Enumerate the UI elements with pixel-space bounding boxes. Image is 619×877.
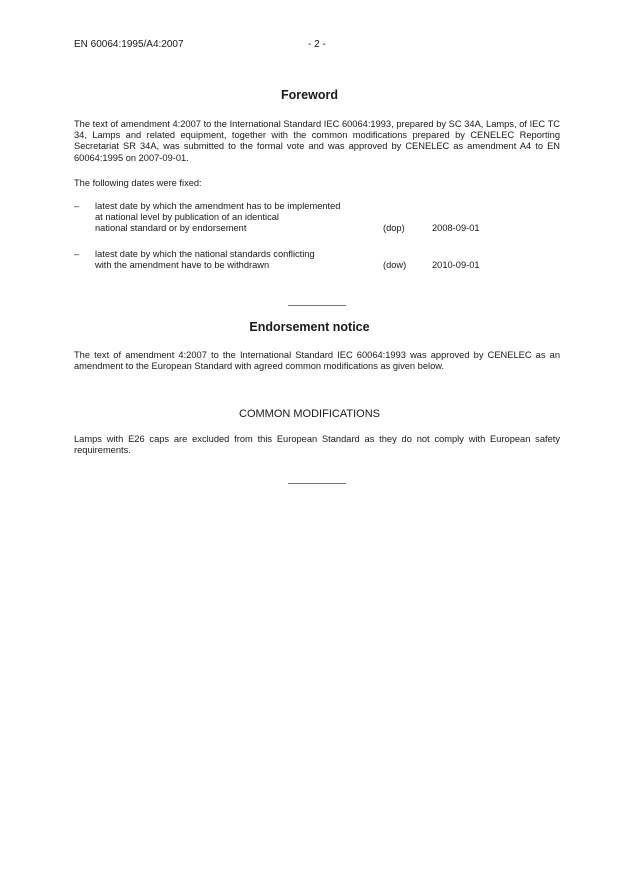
- date-entry-dop: [74, 201, 560, 235]
- date-entry-line: national standard or by endorsement: [95, 223, 247, 234]
- foreword-title: Foreword: [281, 88, 338, 102]
- section-divider: [288, 483, 346, 484]
- document-id: EN 60064:1995/A4:2007: [74, 39, 184, 50]
- date-entry-dow: [74, 249, 560, 272]
- date-code: (dow): [383, 260, 407, 271]
- date-entry-line: latest date by which the national standards conflicting: [95, 249, 315, 259]
- endorsement-paragraph: The text of amendment 4:2007 to the International Standard IEC 60064:1993 was approved by CENELEC as an amendment to the European Standard with agreed common modifications as given below.: [74, 350, 560, 372]
- date-entry-text: [95, 249, 385, 271]
- date-value: 2010-09-01: [432, 260, 480, 271]
- dash-bullet: –: [74, 201, 80, 211]
- date-entry-text: [95, 201, 385, 235]
- common-modifications-title: COMMON MODIFICATIONS: [239, 408, 380, 420]
- foreword-paragraph: The text of amendment 4:2007 to the International Standard IEC 60064:1993, prepared by SC 34A, Lamps, of IEC TC 34, Lamps and related equipment, together with the common modifications prepared by CENELEC Reporting Secretariat SR 34A, was submitted to the formal vote and was approved by CENELEC as amendment A4 to EN 60064:1995 on 2007-09-01.: [74, 119, 560, 163]
- date-entry-line: latest date by which the amendment has to be implemented: [95, 201, 341, 211]
- date-code: (dop): [383, 223, 405, 234]
- common-modifications-paragraph: Lamps with E26 caps are excluded from this European Standard as they do not comply with European safety requirements.: [74, 434, 560, 456]
- date-value: 2008-09-01: [432, 223, 480, 234]
- dates-intro: The following dates were fixed:: [74, 178, 202, 188]
- section-divider: [288, 305, 346, 306]
- date-entry-line: at national level by publication of an identical: [95, 212, 279, 223]
- dash-bullet: –: [74, 249, 80, 259]
- endorsement-title: Endorsement notice: [249, 320, 370, 334]
- date-entry-line: with the amendment have to be withdrawn: [95, 260, 270, 271]
- page-number: - 2 -: [308, 39, 326, 50]
